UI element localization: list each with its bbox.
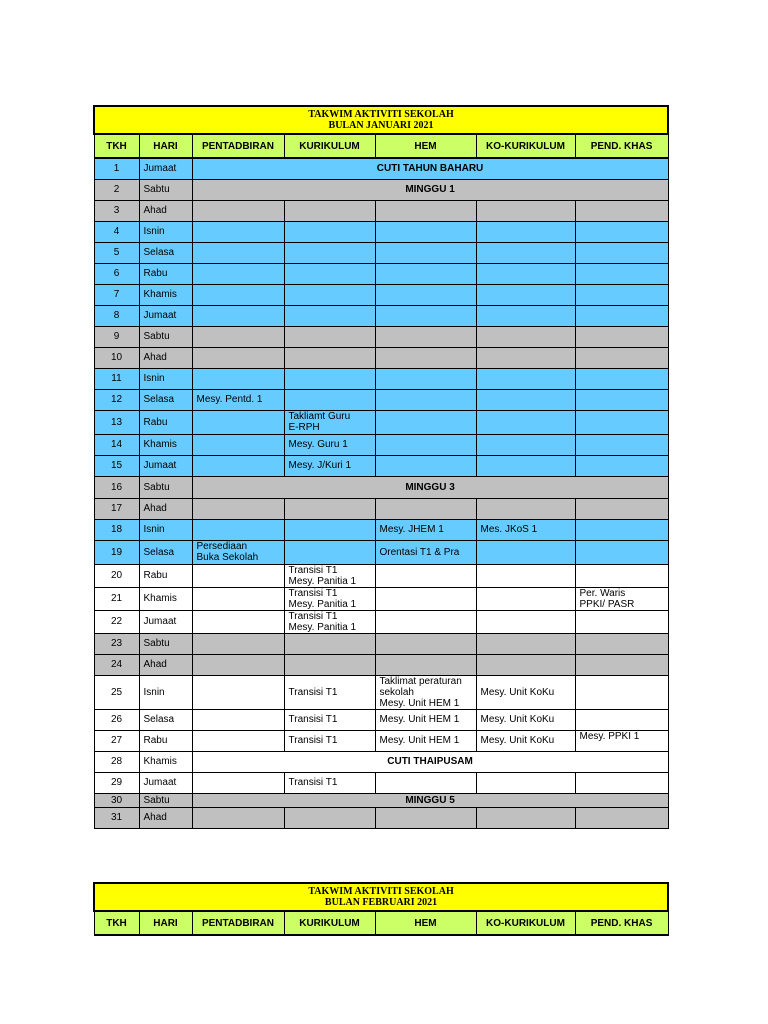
cell-pend-khas — [575, 455, 668, 476]
cell-pentadbiran — [192, 730, 284, 751]
cell-kurikulum — [284, 519, 375, 540]
cell-tkh: 21 — [94, 587, 139, 610]
header-kurikulum: KURIKULUM — [284, 911, 375, 935]
cell-pend-khas — [575, 519, 668, 540]
cell-hari: Ahad — [139, 654, 192, 675]
cell-kurikulum — [284, 368, 375, 389]
cell-tkh: 3 — [94, 200, 139, 221]
cell-kurikulum — [284, 347, 375, 368]
cell-pend-khas — [575, 610, 668, 633]
table-row — [94, 751, 668, 772]
cell-event-banner: CUTI THAIPUSAM — [192, 751, 668, 772]
cell-hari: Sabtu — [139, 179, 192, 200]
cell-pend-khas — [575, 564, 668, 587]
cell-hem — [375, 326, 476, 347]
cell-hari: Khamis — [139, 587, 192, 610]
table-row — [94, 807, 668, 828]
cell-tkh: 19 — [94, 540, 139, 564]
cell-tkh: 7 — [94, 284, 139, 305]
cell-ko-kurikulum — [476, 807, 575, 828]
header-tkh: TKH — [94, 134, 139, 158]
cell-ko-kurikulum — [476, 540, 575, 564]
cell-event-banner: MINGGU 1 — [192, 179, 668, 200]
cell-hari: Isnin — [139, 221, 192, 242]
cell-hari: Jumaat — [139, 305, 192, 326]
cell-ko-kurikulum — [476, 410, 575, 434]
cell-ko-kurikulum — [476, 455, 575, 476]
table-row — [94, 221, 668, 242]
cell-pentadbiran — [192, 200, 284, 221]
cell-ko-kurikulum — [476, 772, 575, 793]
calendar-table-january — [93, 105, 669, 829]
cell-kurikulum — [284, 633, 375, 654]
cell-tkh: 12 — [94, 389, 139, 410]
table-row — [94, 158, 668, 179]
cell-tkh: 9 — [94, 326, 139, 347]
cell-tkh: 27 — [94, 730, 139, 751]
cell-pentadbiran: Mesy. Pentd. 1 — [192, 389, 284, 410]
table-row — [94, 564, 668, 587]
cell-hari: Selasa — [139, 540, 192, 564]
cell-pentadbiran — [192, 519, 284, 540]
cell-hari: Isnin — [139, 519, 192, 540]
cell-pend-khas — [575, 709, 668, 730]
table-row — [94, 455, 668, 476]
header-hem: HEM — [375, 134, 476, 158]
cell-pentadbiran — [192, 263, 284, 284]
cell-hem: Mesy. JHEM 1 — [375, 519, 476, 540]
cell-pentadbiran: Persediaan Buka Sekolah — [192, 540, 284, 564]
table-row — [94, 179, 668, 200]
cell-hem — [375, 347, 476, 368]
calendar-body — [94, 158, 668, 828]
table-row — [94, 347, 668, 368]
cell-pend-khas — [575, 540, 668, 564]
cell-tkh: 6 — [94, 263, 139, 284]
cell-hari: Sabtu — [139, 633, 192, 654]
cell-pend-khas — [575, 389, 668, 410]
table-row — [94, 772, 668, 793]
cell-hem — [375, 410, 476, 434]
cell-hari: Selasa — [139, 242, 192, 263]
cell-tkh: 28 — [94, 751, 139, 772]
cell-hem — [375, 305, 476, 326]
cell-hari: Khamis — [139, 434, 192, 455]
cell-hem — [375, 242, 476, 263]
cell-hem — [375, 807, 476, 828]
cell-pend-khas — [575, 654, 668, 675]
cell-pend-khas — [575, 242, 668, 263]
table-row — [94, 519, 668, 540]
cell-hari: Ahad — [139, 807, 192, 828]
cell-tkh: 8 — [94, 305, 139, 326]
cell-kurikulum — [284, 326, 375, 347]
header-pend-khas: PEND. KHAS — [575, 134, 668, 158]
cell-pentadbiran — [192, 709, 284, 730]
cell-hem — [375, 221, 476, 242]
cell-hem: Mesy. Unit HEM 1 — [375, 730, 476, 751]
cell-tkh: 30 — [94, 793, 139, 807]
cell-pentadbiran — [192, 587, 284, 610]
cell-pend-khas: Per. Waris PPKI/ PASR — [575, 587, 668, 610]
table-row — [94, 284, 668, 305]
cell-pentadbiran — [192, 242, 284, 263]
cell-pentadbiran — [192, 498, 284, 519]
cell-hari: Rabu — [139, 410, 192, 434]
cell-ko-kurikulum: Mes. JKoS 1 — [476, 519, 575, 540]
table-row — [94, 305, 668, 326]
cell-tkh: 2 — [94, 179, 139, 200]
cell-pend-khas — [575, 326, 668, 347]
cell-ko-kurikulum — [476, 263, 575, 284]
cell-hari: Jumaat — [139, 455, 192, 476]
cell-pend-khas — [575, 434, 668, 455]
cell-hem — [375, 610, 476, 633]
cell-ko-kurikulum — [476, 434, 575, 455]
cell-ko-kurikulum — [476, 326, 575, 347]
cell-ko-kurikulum — [476, 284, 575, 305]
cell-pend-khas — [575, 284, 668, 305]
cell-pend-khas — [575, 410, 668, 434]
cell-pentadbiran — [192, 772, 284, 793]
cell-pentadbiran — [192, 305, 284, 326]
cell-pentadbiran — [192, 284, 284, 305]
cell-pend-khas — [575, 221, 668, 242]
table-row — [94, 793, 668, 807]
cell-hari: Sabtu — [139, 476, 192, 498]
cell-tkh: 4 — [94, 221, 139, 242]
cell-event-banner: MINGGU 3 — [192, 476, 668, 498]
header-row — [94, 911, 668, 935]
header-pend-khas: PEND. KHAS — [575, 911, 668, 935]
table-row — [94, 389, 668, 410]
cell-ko-kurikulum — [476, 305, 575, 326]
cell-pentadbiran — [192, 633, 284, 654]
cell-kurikulum — [284, 284, 375, 305]
cell-kurikulum: Transisi T1 — [284, 730, 375, 751]
table-row — [94, 610, 668, 633]
cell-hem — [375, 587, 476, 610]
cell-hari: Isnin — [139, 675, 192, 709]
cell-kurikulum — [284, 498, 375, 519]
cell-pend-khas — [575, 807, 668, 828]
cell-tkh: 11 — [94, 368, 139, 389]
cell-tkh: 23 — [94, 633, 139, 654]
cell-hem — [375, 284, 476, 305]
cell-hari: Rabu — [139, 263, 192, 284]
title-text: TAKWIM AKTIVITI SEKOLAH — [308, 109, 454, 120]
cell-tkh: 14 — [94, 434, 139, 455]
cell-hari: Isnin — [139, 368, 192, 389]
header-kurikulum: KURIKULUM — [284, 134, 375, 158]
cell-kurikulum: Takliamt Guru E-RPH — [284, 410, 375, 434]
table-row — [94, 498, 668, 519]
cell-kurikulum — [284, 654, 375, 675]
cell-kurikulum — [284, 540, 375, 564]
cell-ko-kurikulum — [476, 368, 575, 389]
table-row — [94, 434, 668, 455]
cell-tkh: 10 — [94, 347, 139, 368]
cell-ko-kurikulum — [476, 587, 575, 610]
cell-tkh: 25 — [94, 675, 139, 709]
cell-hem — [375, 368, 476, 389]
cell-hem: Taklimat peraturan sekolah Mesy. Unit HEM 1 — [375, 675, 476, 709]
cell-ko-kurikulum — [476, 633, 575, 654]
header-ko-kurikulum: KO-KURIKULUM — [476, 134, 575, 158]
header-ko-kurikulum: KO-KURIKULUM — [476, 911, 575, 935]
cell-pend-khas — [575, 263, 668, 284]
header-pentadbiran: PENTADBIRAN — [192, 134, 284, 158]
cell-hem — [375, 200, 476, 221]
cell-pend-khas — [575, 347, 668, 368]
title-text: TAKWIM AKTIVITI SEKOLAH — [308, 886, 454, 897]
table-row — [94, 242, 668, 263]
cell-hari: Sabtu — [139, 326, 192, 347]
cell-hari: Ahad — [139, 200, 192, 221]
cell-hari: Rabu — [139, 564, 192, 587]
cell-pend-khas — [575, 633, 668, 654]
header-row — [94, 134, 668, 158]
cell-tkh: 26 — [94, 709, 139, 730]
header-tkh: TKH — [94, 911, 139, 935]
table-row — [94, 587, 668, 610]
cell-hem — [375, 498, 476, 519]
cell-tkh: 18 — [94, 519, 139, 540]
cell-hari: Sabtu — [139, 793, 192, 807]
cell-hem: Mesy. Unit HEM 1 — [375, 709, 476, 730]
cell-hem — [375, 434, 476, 455]
cell-kurikulum: Mesy. J/Kuri 1 — [284, 455, 375, 476]
cell-kurikulum: Transisi T1 Mesy. Panitia 1 — [284, 564, 375, 587]
cell-tkh: 5 — [94, 242, 139, 263]
cell-pentadbiran — [192, 434, 284, 455]
cell-hem: Orentasi T1 & Pra — [375, 540, 476, 564]
cell-ko-kurikulum — [476, 221, 575, 242]
cell-hem — [375, 455, 476, 476]
cell-hem — [375, 633, 476, 654]
header-hem: HEM — [375, 911, 476, 935]
cell-hari: Rabu — [139, 730, 192, 751]
cell-kurikulum — [284, 200, 375, 221]
cell-hari: Ahad — [139, 498, 192, 519]
cell-tkh: 31 — [94, 807, 139, 828]
table-row — [94, 540, 668, 564]
cell-pentadbiran — [192, 347, 284, 368]
cell-ko-kurikulum — [476, 347, 575, 368]
cell-hari: Khamis — [139, 284, 192, 305]
cell-ko-kurikulum: Mesy. Unit KoKu — [476, 709, 575, 730]
cell-event-banner: CUTI TAHUN BAHARU — [192, 158, 668, 179]
table-row — [94, 476, 668, 498]
cell-pend-khas — [575, 498, 668, 519]
cell-pend-khas — [575, 305, 668, 326]
cell-tkh: 24 — [94, 654, 139, 675]
cell-ko-kurikulum — [476, 654, 575, 675]
cell-tkh: 13 — [94, 410, 139, 434]
table-title — [94, 883, 668, 911]
cell-tkh: 1 — [94, 158, 139, 179]
cell-kurikulum — [284, 807, 375, 828]
cell-hem — [375, 564, 476, 587]
table-row — [94, 633, 668, 654]
cell-tkh: 29 — [94, 772, 139, 793]
table-row — [94, 709, 668, 730]
subtitle-text: BULAN JANUARI 2021 — [328, 120, 434, 131]
cell-pend-khas: Mesy. PPKI 1 — [575, 730, 668, 751]
cell-pentadbiran — [192, 221, 284, 242]
cell-pentadbiran — [192, 807, 284, 828]
table-row — [94, 326, 668, 347]
cell-pentadbiran — [192, 675, 284, 709]
table-row — [94, 200, 668, 221]
cell-pentadbiran — [192, 368, 284, 389]
cell-pentadbiran — [192, 654, 284, 675]
cell-event-banner: MINGGU 5 — [192, 793, 668, 807]
cell-pentadbiran — [192, 410, 284, 434]
cell-pentadbiran — [192, 326, 284, 347]
cell-kurikulum: Transisi T1 — [284, 709, 375, 730]
header-hari: HARI — [139, 911, 192, 935]
cell-pend-khas — [575, 200, 668, 221]
table-row — [94, 263, 668, 284]
cell-hem — [375, 654, 476, 675]
table-row — [94, 410, 668, 434]
subtitle-text: BULAN FEBRUARI 2021 — [324, 897, 438, 908]
cell-pend-khas — [575, 675, 668, 709]
cell-ko-kurikulum: Mesy. Unit KoKu — [476, 730, 575, 751]
cell-ko-kurikulum — [476, 498, 575, 519]
header-pentadbiran: PENTADBIRAN — [192, 911, 284, 935]
cell-ko-kurikulum: Mesy. Unit KoKu — [476, 675, 575, 709]
cell-tkh: 17 — [94, 498, 139, 519]
cell-ko-kurikulum — [476, 610, 575, 633]
cell-kurikulum — [284, 221, 375, 242]
cell-ko-kurikulum — [476, 564, 575, 587]
cell-tkh: 15 — [94, 455, 139, 476]
cell-kurikulum: Transisi T1 — [284, 772, 375, 793]
cell-hem — [375, 263, 476, 284]
cell-pentadbiran — [192, 455, 284, 476]
cell-kurikulum: Transisi T1 Mesy. Panitia 1 — [284, 610, 375, 633]
cell-hari: Jumaat — [139, 772, 192, 793]
cell-hari: Ahad — [139, 347, 192, 368]
cell-ko-kurikulum — [476, 200, 575, 221]
header-hari: HARI — [139, 134, 192, 158]
cell-tkh: 16 — [94, 476, 139, 498]
table-title — [94, 106, 668, 134]
cell-tkh: 22 — [94, 610, 139, 633]
cell-kurikulum — [284, 242, 375, 263]
cell-kurikulum: Mesy. Guru 1 — [284, 434, 375, 455]
cell-pend-khas — [575, 772, 668, 793]
cell-pentadbiran — [192, 564, 284, 587]
cell-hari: Jumaat — [139, 158, 192, 179]
cell-hari: Khamis — [139, 751, 192, 772]
cell-kurikulum — [284, 305, 375, 326]
cell-kurikulum: Transisi T1 — [284, 675, 375, 709]
cell-hem — [375, 772, 476, 793]
cell-kurikulum — [284, 263, 375, 284]
cell-hari: Selasa — [139, 709, 192, 730]
cell-tkh: 20 — [94, 564, 139, 587]
cell-kurikulum — [284, 389, 375, 410]
cell-pend-khas — [575, 368, 668, 389]
table-row — [94, 368, 668, 389]
cell-hem — [375, 389, 476, 410]
cell-kurikulum: Transisi T1 Mesy. Panitia 1 — [284, 587, 375, 610]
cell-hari: Selasa — [139, 389, 192, 410]
table-row — [94, 654, 668, 675]
cell-ko-kurikulum — [476, 242, 575, 263]
table-row — [94, 675, 668, 709]
table-row — [94, 730, 668, 751]
cell-pentadbiran — [192, 610, 284, 633]
cell-hari: Jumaat — [139, 610, 192, 633]
calendar-table-february — [93, 882, 669, 936]
cell-ko-kurikulum — [476, 389, 575, 410]
